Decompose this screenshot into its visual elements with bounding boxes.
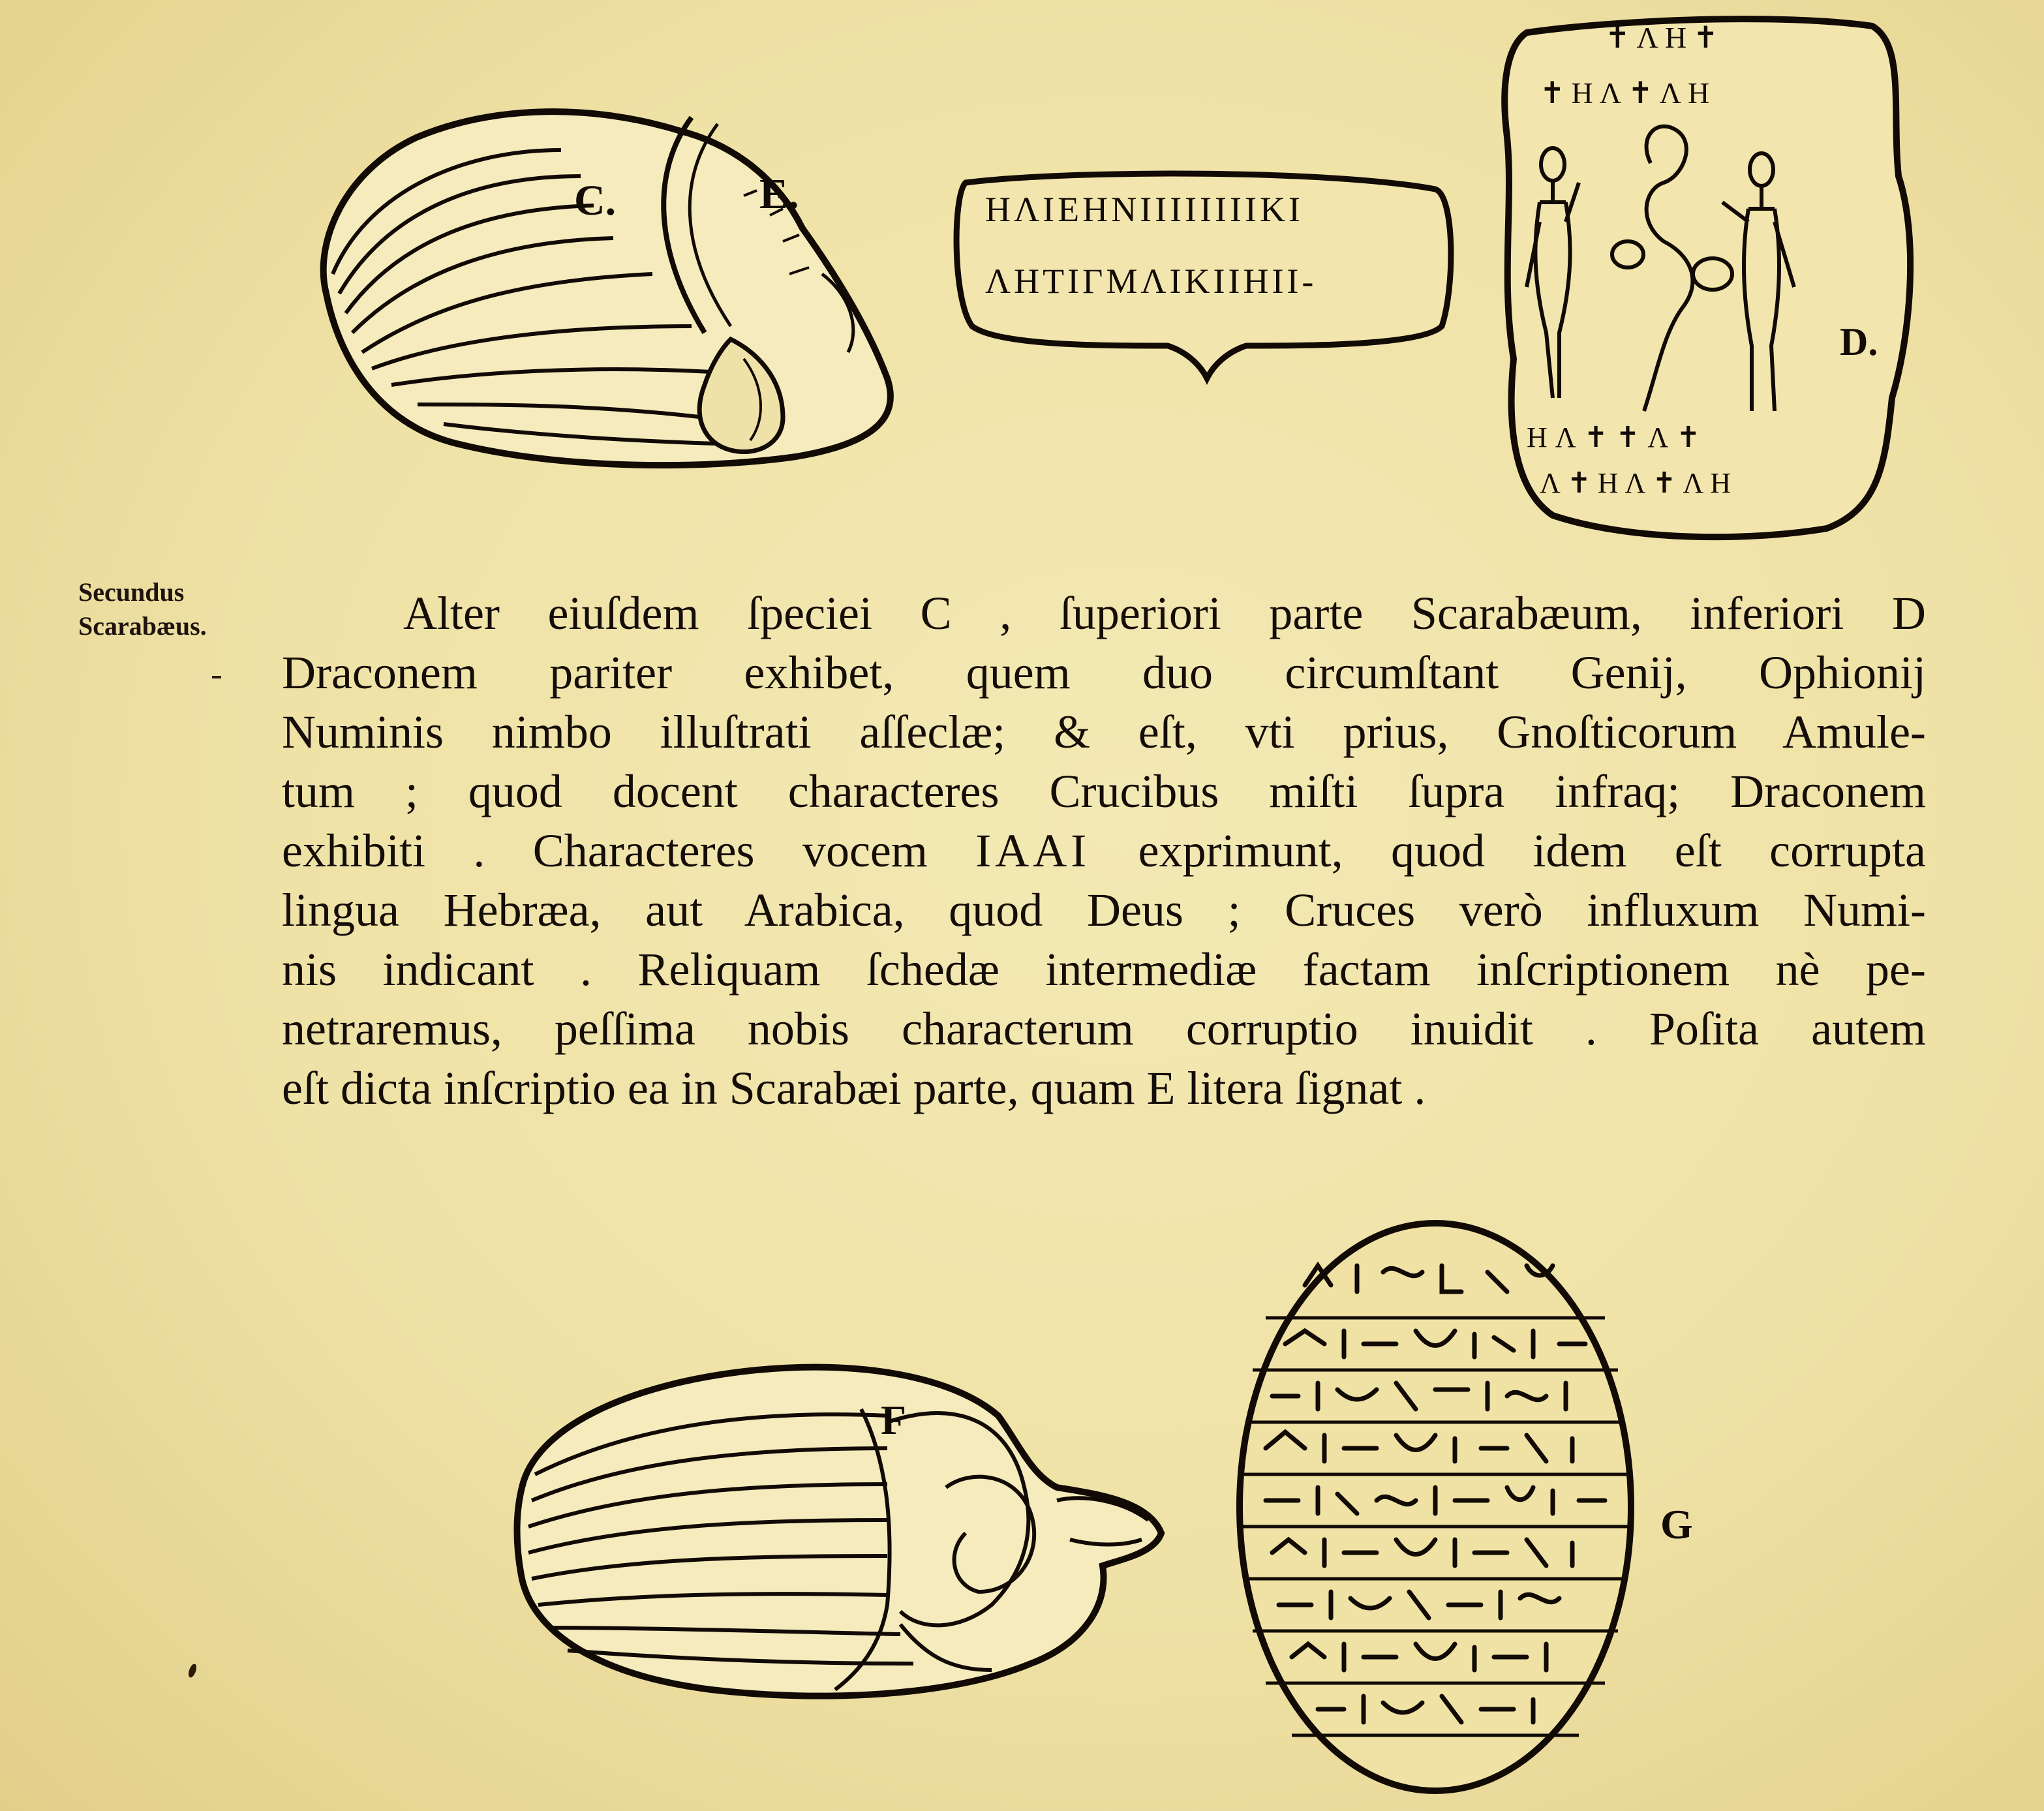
figure-label-e: E. bbox=[759, 170, 799, 218]
text-line-5-end: exprimunt, quod idem eſt corrupta bbox=[1090, 825, 1926, 877]
figure-label-f: F bbox=[881, 1397, 907, 1443]
text-line-2: Draconem pariter exhibet, quem duo circumſtant Genij, Ophionij bbox=[282, 647, 1926, 699]
text-line-7: nis indicant . Reliquam ſchedæ intermediæ factam inſcriptionem nè pe- bbox=[282, 943, 1926, 996]
amulet-bottom-row-1: ΗΛ✝✝Λ✝ bbox=[1527, 421, 1709, 453]
text-line-3: Numinis nimbo illuſtrati aſſeclæ; & eſt, vti prius, Gnoſticorum Amule- bbox=[282, 706, 1926, 758]
text-line-5-start: exhibiti . Characteres vocem bbox=[282, 825, 976, 877]
amulet-top-row-2: ✝ΗΛ✝ΛΗ bbox=[1540, 76, 1716, 110]
text-line-5 bbox=[282, 821, 1926, 881]
text-line-8: netraremus, peſſima nobis characterum corruptio inuidit . Poſita autem bbox=[282, 1003, 1926, 1055]
text-line-6: lingua Hebræa, aut Arabica, quod Deus ; Cruces verò influxum Numi- bbox=[282, 884, 1926, 936]
figure-label-c: C. bbox=[574, 177, 617, 224]
tablet-line-1: ΗΛΙΕΗΝΙΙΙΙΙΙΙΙΚΙ bbox=[985, 190, 1304, 229]
ink-speck bbox=[212, 676, 221, 678]
ink-speck bbox=[187, 1663, 198, 1679]
text-line-4: tum ; quod docent characteres Crucibus miſti ſupra infraq; Draconem bbox=[282, 765, 1926, 817]
main-paragraph bbox=[282, 584, 1926, 1118]
figure-label-d: D. bbox=[1840, 320, 1878, 363]
margin-note-line-2: Scarabæus. bbox=[78, 611, 207, 641]
tablet-line-2: ΛΗΤΙΓΜΛΙΚΙΙΗΙΙ- bbox=[985, 262, 1317, 301]
text-line-1: Alter eiuſdem ſpeciei C , ſuperiori parte Scarabæum, inferiori D bbox=[403, 587, 1926, 639]
amulet-bottom-row-2: Λ✝ΗΛ✝ΛΗ bbox=[1540, 467, 1737, 499]
hieroglyph-oval bbox=[1227, 1213, 1644, 1801]
bleed-through bbox=[365, 13, 374, 48]
margin-note bbox=[78, 575, 222, 643]
iaai-word: IAAI bbox=[975, 825, 1091, 877]
amulet-top-row-1: ✝ΛΗ✝ bbox=[1605, 21, 1725, 54]
scarab-figure-top bbox=[287, 78, 913, 476]
scarab-figure-bottom bbox=[496, 1331, 1174, 1722]
figure-label-g: G bbox=[1660, 1501, 1693, 1547]
text-line-9: eſt dicta inſcriptio ea in Scarabæi parte, quam E litera ſignat . bbox=[282, 1062, 1426, 1114]
margin-note-line-1: Secundus bbox=[78, 577, 185, 607]
